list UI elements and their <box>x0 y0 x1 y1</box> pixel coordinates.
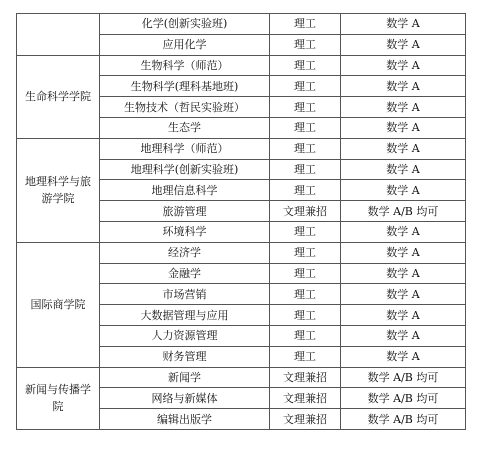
major-cell: 生物科学(理科基地班) <box>100 76 270 97</box>
math-requirement-cell: 数学 A <box>341 97 466 118</box>
math-requirement-cell: 数学 A <box>341 325 466 346</box>
category-cell: 理工 <box>270 305 341 326</box>
math-requirement-cell: 数学 A <box>341 221 466 242</box>
major-cell: 市场营销 <box>100 284 270 305</box>
table-row <box>17 367 466 388</box>
major-cell: 金融学 <box>100 263 270 284</box>
category-cell: 理工 <box>270 346 341 367</box>
math-requirement-cell: 数学 A <box>341 34 466 55</box>
math-requirement-cell: 数学 A <box>341 305 466 326</box>
category-cell: 文理兼招 <box>270 388 341 409</box>
category-cell: 理工 <box>270 55 341 76</box>
math-requirement-cell: 数学 A/B 均可 <box>341 201 466 222</box>
major-cell: 地理科学(创新实验班) <box>100 159 270 180</box>
category-cell: 文理兼招 <box>270 201 341 222</box>
category-cell: 理工 <box>270 159 341 180</box>
category-cell: 理工 <box>270 221 341 242</box>
college-cell: 生命科学学院 <box>17 55 100 138</box>
table-row <box>17 138 466 159</box>
math-requirement-cell: 数学 A/B 均可 <box>341 409 466 430</box>
category-cell: 理工 <box>270 34 341 55</box>
college-cell: 新闻与传播学院 <box>17 367 100 429</box>
category-cell: 理工 <box>270 242 341 263</box>
math-requirement-cell: 数学 A <box>341 55 466 76</box>
math-requirement-cell: 数学 A <box>341 263 466 284</box>
math-requirement-cell: 数学 A <box>341 159 466 180</box>
major-cell: 大数据管理与应用 <box>100 305 270 326</box>
college-cell <box>17 14 100 56</box>
major-cell: 编辑出版学 <box>100 409 270 430</box>
major-cell: 生态学 <box>100 117 270 138</box>
majors-table-body <box>17 14 466 430</box>
math-requirement-cell: 数学 A <box>341 346 466 367</box>
category-cell: 理工 <box>270 325 341 346</box>
table-row <box>17 14 466 35</box>
college-cell: 地理科学与旅游学院 <box>17 138 100 242</box>
math-requirement-cell: 数学 A <box>341 14 466 35</box>
math-requirement-cell: 数学 A/B 均可 <box>341 367 466 388</box>
category-cell: 文理兼招 <box>270 409 341 430</box>
major-cell: 网络与新媒体 <box>100 388 270 409</box>
major-cell: 化学(创新实验班) <box>100 14 270 35</box>
major-cell: 旅游管理 <box>100 201 270 222</box>
major-cell: 地理科学（师范） <box>100 138 270 159</box>
table-row <box>17 242 466 263</box>
category-cell: 理工 <box>270 180 341 201</box>
category-cell: 理工 <box>270 263 341 284</box>
majors-table <box>16 13 466 430</box>
major-cell: 财务管理 <box>100 346 270 367</box>
math-requirement-cell: 数学 A <box>341 76 466 97</box>
math-requirement-cell: 数学 A <box>341 180 466 201</box>
category-cell: 理工 <box>270 117 341 138</box>
category-cell: 理工 <box>270 138 341 159</box>
table-row <box>17 55 466 76</box>
major-cell: 新闻学 <box>100 367 270 388</box>
major-cell: 人力资源管理 <box>100 325 270 346</box>
math-requirement-cell: 数学 A/B 均可 <box>341 388 466 409</box>
category-cell: 理工 <box>270 76 341 97</box>
major-cell: 环境科学 <box>100 221 270 242</box>
college-cell: 国际商学院 <box>17 242 100 367</box>
category-cell: 文理兼招 <box>270 367 341 388</box>
category-cell: 理工 <box>270 284 341 305</box>
major-cell: 生物技术（哲民实验班） <box>100 97 270 118</box>
math-requirement-cell: 数学 A <box>341 284 466 305</box>
category-cell: 理工 <box>270 97 341 118</box>
category-cell: 理工 <box>270 14 341 35</box>
math-requirement-cell: 数学 A <box>341 138 466 159</box>
math-requirement-cell: 数学 A <box>341 242 466 263</box>
math-requirement-cell: 数学 A <box>341 117 466 138</box>
major-cell: 经济学 <box>100 242 270 263</box>
major-cell: 地理信息科学 <box>100 180 270 201</box>
major-cell: 应用化学 <box>100 34 270 55</box>
major-cell: 生物科学（师范） <box>100 55 270 76</box>
